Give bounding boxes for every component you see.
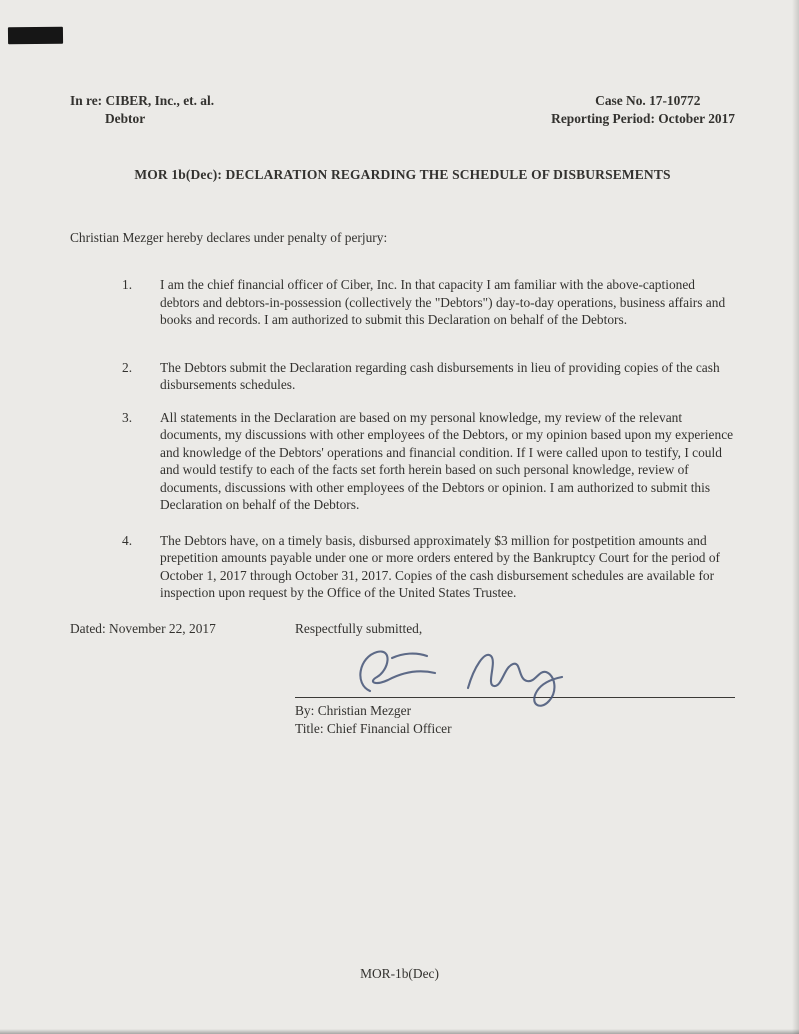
case-caption	[70, 92, 735, 128]
paragraph-4-number: 4.	[122, 532, 133, 548]
caption-left	[70, 92, 214, 128]
declaration-intro: Christian Mezger hereby declares under penalty of perjury:	[70, 230, 388, 245]
respectfully-submitted-line: Respectfully submitted,	[295, 620, 423, 636]
debtor-line: Debtor	[105, 111, 146, 126]
signatory-lines	[295, 702, 735, 737]
paragraph-4	[70, 532, 735, 602]
scan-edge-shadow-right	[792, 0, 799, 1034]
paragraph-3-text: All statements in the Declaration are based on my personal knowledge, my review of the relevant documents, my discussions with other employees of the Debtors, or my opinion based upon my experience and knowledge of the Debtors' operations and financial condition. If I were called upon to testify, I could and would testify to each of the facts set forth herein based on such personal knowledge, review of documents, discussions with other employees of the Debtors or opinion. I am authorized to submit this Declaration on behalf of the Debtors.	[160, 409, 734, 512]
scan-edge-shadow-bottom	[0, 1029, 799, 1034]
reporting-period-line: Reporting Period: October 2017	[551, 111, 735, 126]
numbered-paragraphs	[70, 276, 735, 602]
case-number-line: Case No. 17-10772	[595, 93, 701, 108]
caption-right	[551, 92, 735, 128]
document-title: MOR 1b(Dec): DECLARATION REGARDING THE SCHEDULE OF DISBURSEMENTS	[134, 167, 671, 182]
dated-line: Dated: November 22, 2017	[70, 620, 216, 636]
paragraph-4-text: The Debtors have, on a timely basis, disbursed approximately $3 million for postpetition amounts and prepetition amounts payable under one or more orders entered by the Bankruptcy Court for the period of October 1, 2017 through October 31, 2017. Copies of the cash disbursement schedules are available for inspection upon request by the Office of the United States Trustee.	[160, 532, 721, 600]
handwritten-signature-image	[340, 641, 600, 707]
dated-row	[70, 620, 735, 638]
signature-block	[295, 637, 735, 737]
page-footer-label: MOR-1b(Dec)	[360, 966, 439, 981]
paragraph-3	[70, 409, 735, 514]
document-content	[70, 92, 735, 737]
paragraph-1	[70, 276, 735, 329]
paragraph-1-number: 1.	[122, 277, 133, 292]
paragraph-1-text: I am the chief financial officer of Ciber, Inc. In that capacity I am familiar with the above-captioned debtors and debtors-in-possession (collectively the "Debtors") day-to-day operations, business affairs and books and records. I am authorized to submit this Declaration on behalf of the Debtors.	[160, 277, 726, 327]
paragraph-2	[70, 359, 735, 394]
paragraph-2-text: The Debtors submit the Declaration regarding cash disbursements in lieu of providing copies of the cash disbursements schedules.	[160, 359, 720, 392]
by-line: By: Christian Mezger	[295, 703, 412, 718]
paragraph-2-number: 2.	[122, 359, 133, 375]
title-line: Title: Chief Financial Officer	[295, 720, 452, 736]
in-re-line: In re: CIBER, Inc., et. al.	[70, 93, 215, 108]
paragraph-3-number: 3.	[122, 409, 133, 425]
scan-artifact-mark	[8, 27, 63, 45]
